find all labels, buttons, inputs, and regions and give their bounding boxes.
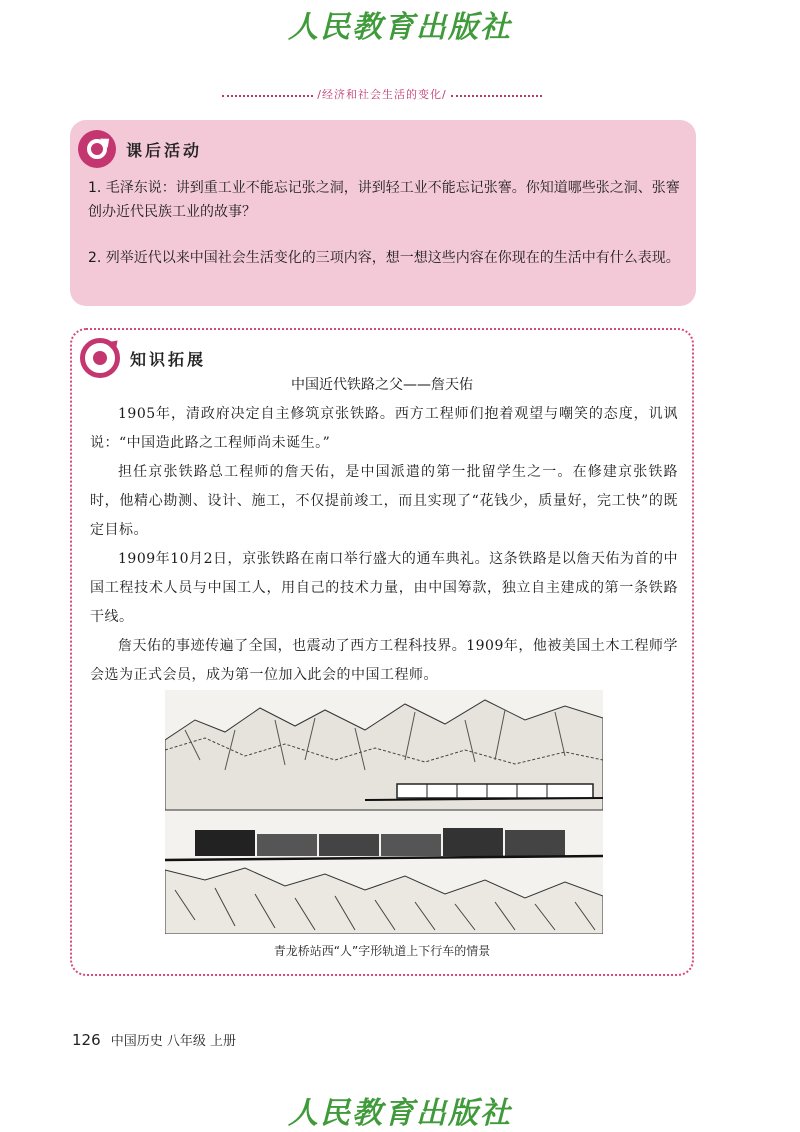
article-title: 中国近代铁路之父——詹天佑 bbox=[291, 377, 473, 393]
after-class-activity-box bbox=[70, 120, 696, 306]
railway-illustration bbox=[165, 690, 603, 934]
knowledge-extension-box bbox=[70, 328, 694, 976]
railway-sketch-image bbox=[165, 690, 603, 934]
chapter-header bbox=[222, 86, 542, 102]
activity-badge-icon bbox=[78, 130, 116, 168]
article-paragraph: 担任京张铁路总工程师的詹天佑，是中国派遣的第一批留学生之一。在修建京张铁路时，他精心勘测、设计、施工，不仅提前竣工，而且实现了“花钱少，质量好，完工快”的既定目标。 bbox=[90, 464, 678, 538]
knowledge-label: 知识拓展 bbox=[130, 349, 207, 369]
dotted-rule-right bbox=[451, 95, 542, 97]
activity-header bbox=[78, 130, 202, 168]
article-paragraph: 1905年，清政府决定自主修筑京张铁路。西方工程师们抱着观望与嘲笑的态度，讥讽说：“中国造此路之工程师尚未诞生。” bbox=[90, 406, 678, 451]
activity-item: 1. 毛泽东说：讲到重工业不能忘记张之洞，讲到轻工业不能忘记张謇。你知道哪些张之洞、张謇创办近代民族工业的故事？ bbox=[88, 180, 680, 220]
activity-item: 2. 列举近代以来中国社会生活变化的三项内容，想一想这些内容在你现在的生活中有什么表现。 bbox=[88, 250, 680, 266]
page-footer bbox=[72, 1030, 236, 1049]
publisher-logo-bottom: 人民教育出版社 bbox=[288, 1096, 512, 1131]
page-number: 126 bbox=[72, 1031, 101, 1049]
illustration-caption: 青龙桥站西“人”字形轨道上下行车的情景 bbox=[273, 944, 491, 958]
knowledge-badge-icon bbox=[80, 338, 120, 378]
knowledge-header bbox=[80, 338, 206, 378]
dotted-rule-left bbox=[222, 95, 313, 97]
book-title: 中国历史 八年级 上册 bbox=[110, 1034, 237, 1049]
article-paragraph: 詹天佑的事迹传遍了全国，也震动了西方工程科技界。1909年，他被美国土木工程师学会选为正式会员，成为第一位加入此会的中国工程师。 bbox=[90, 638, 678, 683]
activity-label: 课后活动 bbox=[126, 140, 203, 160]
article-paragraph: 1909年10月2日，京张铁路在南口举行盛大的通车典礼。这条铁路是以詹天佑为首的中国工程技术人员与中国工人，用自己的技术力量，由中国筹款，独立自主建成的第一条铁路干线。 bbox=[90, 551, 678, 625]
publisher-logo-top: 人民教育出版社 bbox=[288, 10, 512, 45]
chapter-title: /经济和社会生活的变化/ bbox=[317, 88, 447, 101]
